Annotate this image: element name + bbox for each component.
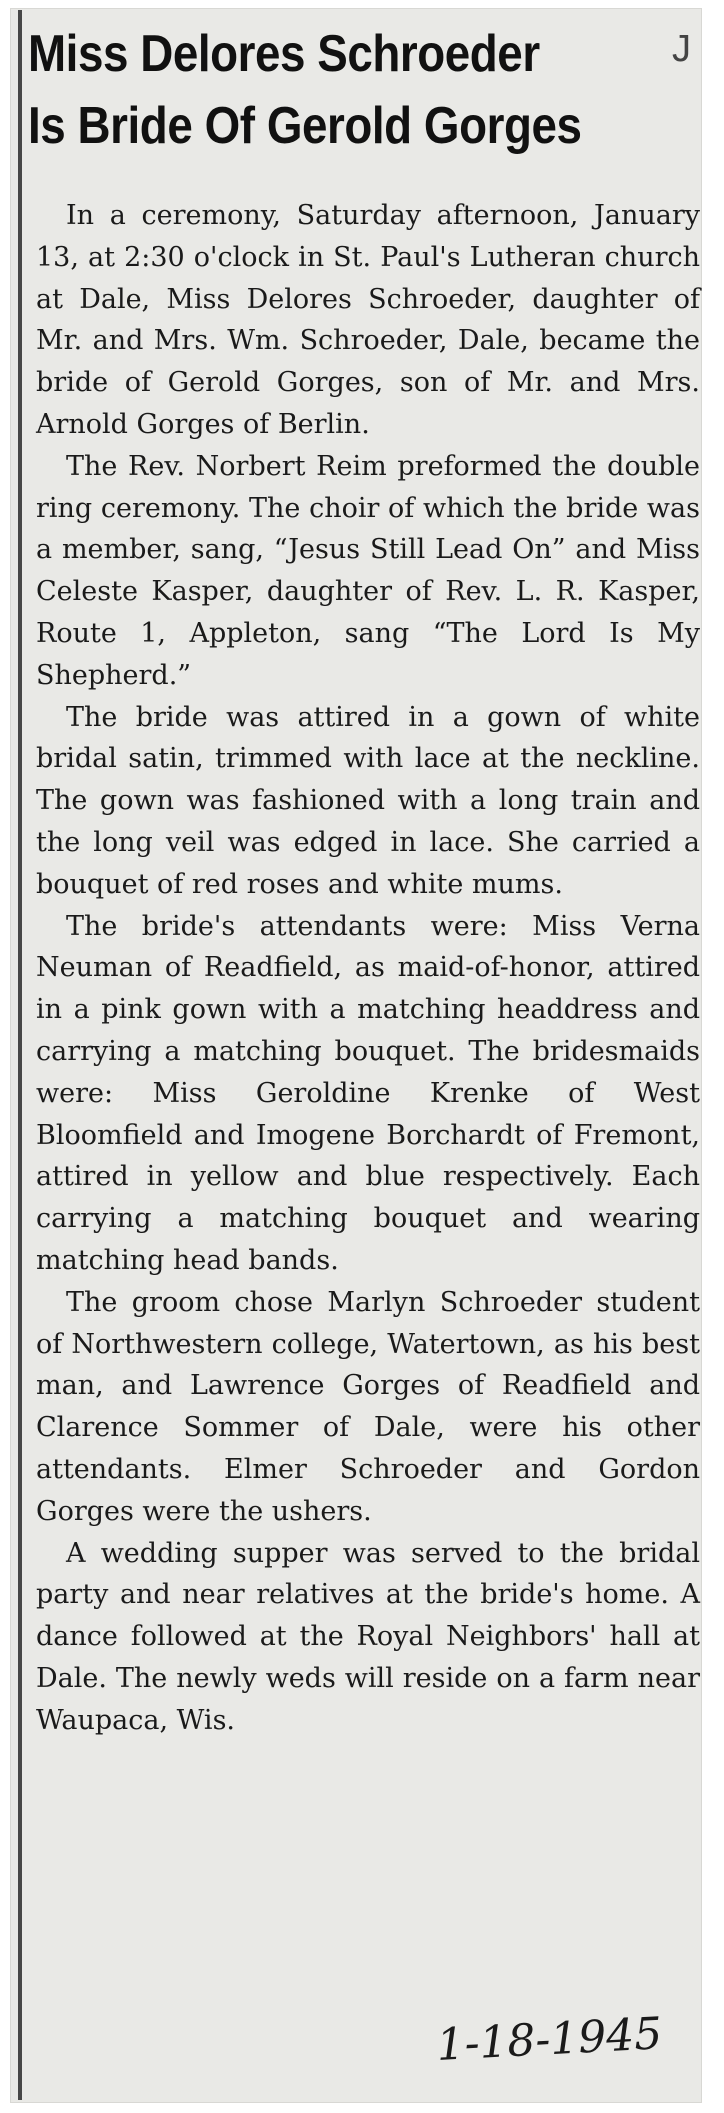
paragraph-attendants: The bride's attendants were: Miss Verna Neuman of Readfield, as maid-of-honor, attired in a pink gown with a matching headdress and carrying a matching bouquet. The bridesmaids were: Miss Geroldine Krenke of West Bloomfield and Imogene Borchardt of Fremont, attired in yellow and blue respectively. Each carrying a matching bouquet and wearing matching head bands. xyxy=(36,910,700,1276)
headline-line-2: Is Bride Of Gerold Gorges xyxy=(28,97,582,155)
headline-line-1: Miss Delores Schroeder xyxy=(28,25,540,83)
paragraph-gown: The bride was attired in a gown of white bridal satin, trimmed with lace at the neckline. The gown was fashioned with a long train and the long veil was edged in lace. She carried a bouquet of red roses and white mums. xyxy=(36,701,700,900)
paragraph-ceremony: In a ceremony, Saturday afternoon, January 13, at 2:30 o'clock in St. Paul's Lutheran church at Dale, Miss Delores Schroeder, daughter of Mr. and Mrs. Wm. Schroeder, Dale, became the bride of Gerold Gorges, son of Mr. and Mrs. Arnold Gorges of Berlin. xyxy=(36,200,700,440)
headline xyxy=(28,18,600,162)
paragraph-officiant: The Rev. Norbert Reim preformed the double ring ceremony. The choir of which the bride was a member, sang, “Jesus Still Lead On” and Miss Celeste Kasper, daughter of Rev. L. R. Kasper, Route 1, Appleton, sang “The Lord Is My Shepherd.” xyxy=(36,450,700,691)
stray-mark: J xyxy=(672,28,691,70)
column-rule xyxy=(18,10,22,2100)
handwritten-date: 1-18-1945 xyxy=(435,2008,664,2071)
paragraph-groomsmen: The groom chose Marlyn Schroeder student of Northwestern college, Watertown, as his best man, and Lawrence Gorges of Readfield and Clarence Sommer of Dale, were his other attendants. Elmer Schroeder and Gordon Gorges were the ushers. xyxy=(36,1286,700,1527)
article-body xyxy=(36,195,700,1741)
paragraph-reception: A wedding supper was served to the bridal party and near relatives at the bride's home. A dance followed at the Royal Neighbors' hall at Dale. The newly weds will reside on a farm near Waupaca, Wis. xyxy=(36,1537,700,1736)
